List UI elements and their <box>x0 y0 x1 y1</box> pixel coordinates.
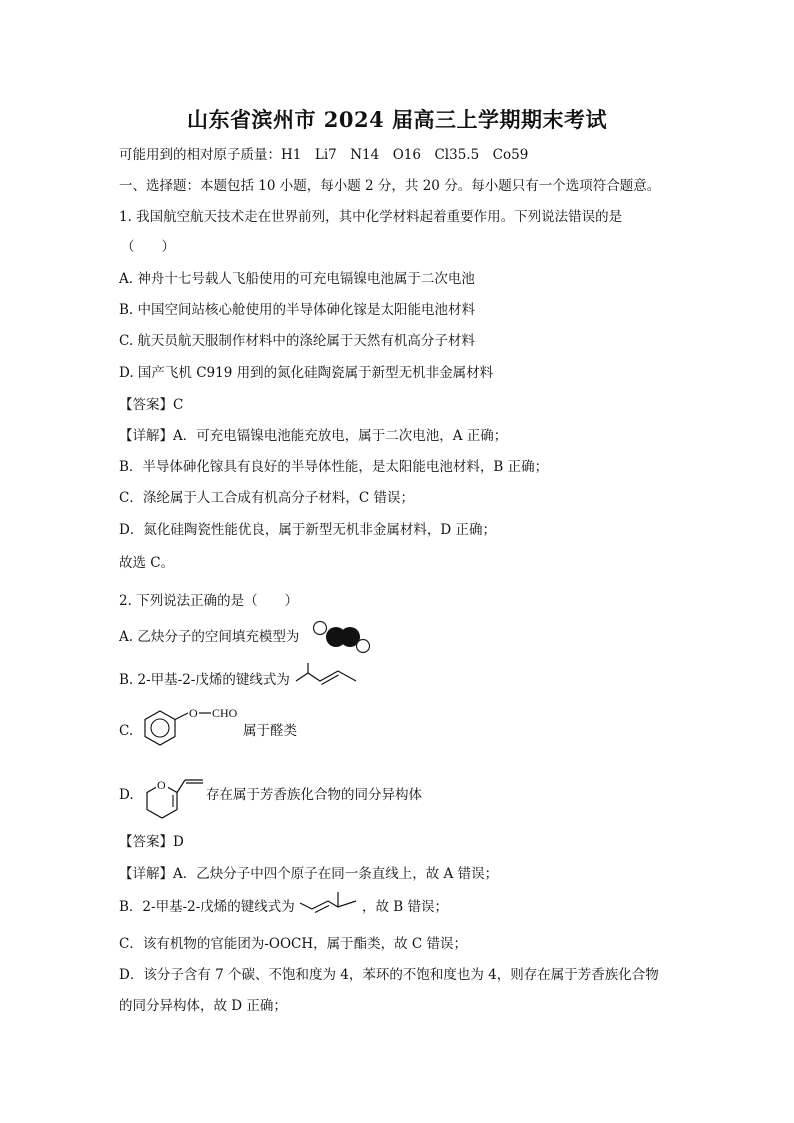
q2-answer: 【答案】D <box>119 834 184 850</box>
q2-option-b: B. 2-甲基-2-戊烯的键线式为 <box>119 672 290 688</box>
q1-option-c: C. 航天员航天服制作材料中的涤纶属于天然有机高分子材料 <box>119 333 475 349</box>
q2-option-d-suffix: 存在属于芳香族化合物的同分异构体 <box>206 787 422 803</box>
q2-detail-b-suffix: ，故 B 错误； <box>362 899 449 915</box>
page-title: 山东省滨州市 2024 届高三上学期期末考试 <box>186 107 608 132</box>
q2-detail-a: 【详解】A．乙炔分子中四个原子在同一条直线上，故 A 错误； <box>119 866 499 882</box>
acetylene-space-filling-model <box>308 618 374 656</box>
skeletal-formula-option-b <box>294 663 362 693</box>
q1-detail-d: D．氮化硅陶瓷性能优良，属于新型无机非金属材料，D 正确； <box>119 522 496 538</box>
structure-cho-label: CHO <box>212 706 238 720</box>
skeletal-formula-detail-b <box>298 889 360 917</box>
q1-conclusion: 故选 C。 <box>119 555 175 571</box>
q2-option-a: A. 乙炔分子的空间填充模型为 <box>119 629 300 645</box>
q1-paren: （ ） <box>121 239 175 255</box>
q2-option-d-prefix: D. <box>119 787 134 803</box>
q2-detail-b-prefix: B．2-甲基-2-戊烯的键线式为 <box>119 899 295 915</box>
q1-detail-b: B．半导体砷化镓具有良好的半导体性能，是太阳能电池材料，B 正确； <box>119 459 549 475</box>
structure-oxygen-label: O <box>189 706 198 720</box>
q2-stem: 2. 下列说法正确的是（ ） <box>119 593 299 609</box>
q1-option-d: D. 国产飞机 C919 用到的氮化硅陶瓷属于新型无机非金属材料 <box>119 365 494 381</box>
q2-option-c-suffix: 属于醛类 <box>243 723 297 739</box>
q2-detail-d-2: 的同分异构体，故 D 正确； <box>119 998 287 1014</box>
q2-option-c-prefix: C. <box>119 723 134 739</box>
q2-detail-d-1: D．该分子含有 7 个碳、不饱和度为 4，苯环的不饱和度也为 4，则存在属于芳香族化合物 <box>119 967 659 983</box>
q2-detail-c: C．该有机物的官能团为-OOCH，属于酯类，故 C 错误； <box>119 936 468 952</box>
q1-answer: 【答案】C <box>119 397 184 413</box>
q1-stem: 1. 我国航空航天技术走在世界前列，其中化学材料起着重要作用。下列说法错误的是 <box>119 209 623 225</box>
ring-oxygen-label: O <box>157 778 166 792</box>
atomic-masses-line: 可能用到的相对原子质量：H1 Li7 N14 O16 Cl35.5 Co59 <box>119 147 529 163</box>
q1-option-a: A. 神舟十七号载人飞船使用的可充电镉镍电池属于二次电池 <box>119 271 475 287</box>
q1-detail-a: 【详解】A．可充电镉镍电池能充放电，属于二次电池，A 正确； <box>119 428 508 444</box>
section-heading: 一、选择题：本题包括 10 小题，每小题 2 分，共 20 分。每小题只有一个选项符合题意。 <box>119 178 661 194</box>
q1-detail-c: C．涤纶属于人工合成有机高分子材料，C 错误； <box>119 490 414 506</box>
q1-option-b: B. 中国空间站核心舱使用的半导体砷化镓是太阳能电池材料 <box>119 302 476 318</box>
vinyl-dihydropyran-structure <box>143 768 207 818</box>
phenyl-formate-structure <box>143 704 239 750</box>
